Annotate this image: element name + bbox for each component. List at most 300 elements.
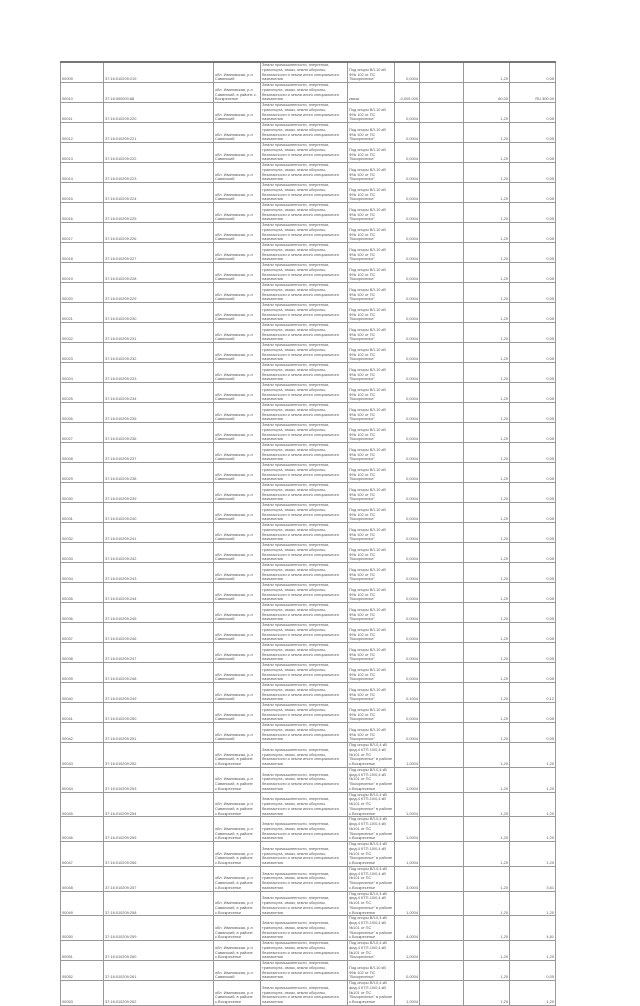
- cell-rate: 1,20: [464, 981, 510, 1006]
- cell-land-category: Земли промышленности, энергетики, транспорта, связи, земли обороны, безопасности и земли иного специального назначения: [261, 283, 348, 303]
- cell-permitted-use: Под опоры ВЛ-10 кВ Ф№ 102 от ПС "Воскресенье": [348, 543, 395, 563]
- table-row: [61, 842, 556, 867]
- cell-permitted-use: Под опоры ВЛ-10 кВ Ф№ 102 от ПС "Воскресенье": [348, 563, 395, 583]
- cell-empty-column: [420, 243, 464, 263]
- cell-land-category: Земли промышленности, энергетики, транспорта, связи, земли обороны, безопасности и земли иного специального назначения: [261, 62, 348, 83]
- cell-permitted-use: Под опоры ВЛ-10 кВ Ф№ 102 от ПС "Воскресенье": [348, 223, 395, 243]
- cell-land-category: Земли промышленности, энергетики, транспорта, связи, земли обороны, безопасности и земли иного специального назначения: [261, 423, 348, 443]
- cell-amount: 0,12: [510, 683, 556, 703]
- cell-cadastral-number: 37:16:010209:224: [104, 183, 214, 203]
- cell-address: обл. Ивановская, р-н Савинский: [214, 103, 261, 123]
- cell-amount: 1,20: [510, 842, 556, 867]
- cell-area: 0,0004: [395, 283, 420, 303]
- cell-empty-column: [420, 891, 464, 916]
- cell-land-category: Земли промышленности, энергетики, транспорта, связи, земли обороны, безопасности и земли иного специального назначения: [261, 743, 348, 768]
- cell-rate: 1,20: [464, 323, 510, 343]
- cell-amount: 0,05: [510, 623, 556, 643]
- cell-area: 0,0004: [395, 323, 420, 343]
- cell-amount: 0,05: [510, 223, 556, 243]
- cell-amount: 0,05: [510, 523, 556, 543]
- table-row: [61, 792, 556, 817]
- cell-empty-column: [420, 343, 464, 363]
- cell-area: 1,0004: [395, 981, 420, 1006]
- cell-address: обл. Ивановская, р-н Савинский, в районе с.Воскресенье: [214, 767, 261, 792]
- cell-land-category: Земли промышленности, энергетики, транспорта, связи, земли обороны, безопасности и земли иного специального назначения: [261, 103, 348, 123]
- cell-area: 0,1004: [395, 683, 420, 703]
- cell-cadastral-number: 37:16:010209:237: [104, 443, 214, 463]
- cell-rate: 1,20: [464, 842, 510, 867]
- cell-rate: 1,20: [464, 263, 510, 283]
- cell-plot-number: 00030: [61, 483, 104, 503]
- cell-address: обл. Ивановская, р-н Савинский, в районе с.Воскресенье: [214, 941, 261, 961]
- cell-cadastral-number: 37:16:010209:239: [104, 483, 214, 503]
- cell-address: обл. Ивановская, р-н Савинский: [214, 303, 261, 323]
- cell-amount: 0,05: [510, 323, 556, 343]
- cell-rate: 1,20: [464, 243, 510, 263]
- cell-address: обл. Ивановская, р-н Савинский, в районе с.Воскресенье: [214, 866, 261, 891]
- cell-amount: 0,05: [510, 183, 556, 203]
- cell-amount: 0,05: [510, 103, 556, 123]
- cell-cadastral-number: 37:16:000000:88: [104, 83, 214, 103]
- table-row: [61, 916, 556, 941]
- cell-amount: 0,05: [510, 663, 556, 683]
- cell-empty-column: [420, 263, 464, 283]
- cell-area: 1,0004: [395, 817, 420, 842]
- cell-empty-column: [420, 483, 464, 503]
- cell-plot-number: 00038: [61, 643, 104, 663]
- cell-cadastral-number: 37:16:010209:231: [104, 323, 214, 343]
- cell-rate: 1,20: [464, 916, 510, 941]
- cell-amount: 0,05: [510, 603, 556, 623]
- cell-amount: 0,05: [510, 643, 556, 663]
- cell-permitted-use: Под опоры ВЛ-0,4 кВ фид.4 КТП-10/0,4 кВ №101 от ПС "Воскресенье" в районе с.Воскресенье: [348, 792, 395, 817]
- table-row: [61, 523, 556, 543]
- cell-rate: 1,20: [464, 603, 510, 623]
- cell-rate: 1,20: [464, 563, 510, 583]
- cell-amount: 1,20: [510, 981, 556, 1006]
- cell-cadastral-number: 37:16:010209:251: [104, 723, 214, 743]
- table-row: [61, 623, 556, 643]
- cell-land-category: Земли промышленности, энергетики, транспорта, связи, земли обороны, безопасности и земли иного специального назначения: [261, 703, 348, 723]
- cell-permitted-use: Под опоры ВЛ-10 кВ Ф№ 102 от ПС "Воскресенье": [348, 423, 395, 443]
- cell-land-category: Земли промышленности, энергетики, транспорта, связи, земли обороны, безопасности и земли иного специального назначения: [261, 263, 348, 283]
- cell-permitted-use: Под опоры ВЛ-10 кВ Ф№ 102 от ПС "Воскресенье": [348, 283, 395, 303]
- cell-land-category: Земли промышленности, энергетики, транспорта, связи, земли обороны, безопасности и земли иного специального назначения: [261, 891, 348, 916]
- cell-address: обл. Ивановская, р-н Савинский: [214, 543, 261, 563]
- table-row: [61, 483, 556, 503]
- cell-rate: 1,20: [464, 403, 510, 423]
- cell-land-category: Земли промышленности, энергетики, транспорта, связи, земли обороны, безопасности и земли иного специального назначения: [261, 683, 348, 703]
- cell-address: обл. Ивановская, р-н Савинский: [214, 643, 261, 663]
- cell-plot-number: 00036: [61, 603, 104, 623]
- cell-cadastral-number: 37:16:010209:259: [104, 916, 214, 941]
- cell-address: обл. Ивановская, р-н Савинский: [214, 523, 261, 543]
- cell-address: обл. Ивановская, р-н Савинский: [214, 62, 261, 83]
- cell-land-category: Земли промышленности, энергетики, транспорта, связи, земли обороны, безопасности и земли иного специального назначения: [261, 223, 348, 243]
- table-row: [61, 283, 556, 303]
- cell-address: обл. Ивановская, р-н Савинский: [214, 443, 261, 463]
- table-row: [61, 866, 556, 891]
- table-row: [61, 243, 556, 263]
- cell-amount: 0,05: [510, 303, 556, 323]
- cell-empty-column: [420, 981, 464, 1006]
- cell-plot-number: 00022: [61, 323, 104, 343]
- cell-land-category: Земли промышленности, энергетики, транспорта, связи, земли обороны, безопасности и земли иного специального назначения: [261, 383, 348, 403]
- cell-permitted-use: Под опоры ВЛ-0,4 кВ фид.4 КТП-10/0,4 кВ №101 от ПС "Воскресенье" в районе с.Воскресенье: [348, 842, 395, 867]
- cell-plot-number: 00051: [61, 941, 104, 961]
- cell-area: 0,0004: [395, 203, 420, 223]
- cell-permitted-use: Под опоры ВЛ-10 кВ Ф№ 102 от ПС "Воскресенье": [348, 243, 395, 263]
- cell-permitted-use: Под опоры ВЛ-0,4 кВ фид.4 КТП-10/0,4 кВ №101 от ПС "Воскресенье": [348, 941, 395, 961]
- table-row: [61, 663, 556, 683]
- cell-land-category: Земли промышленности, энергетики, транспорта, связи, земли обороны, безопасности и земли иного специального назначения: [261, 443, 348, 463]
- cell-plot-number: 00020: [61, 283, 104, 303]
- cell-land-category: Земли промышленности, энергетики, транспорта, связи, земли обороны, безопасности и земли иного специального назначения: [261, 563, 348, 583]
- cell-land-category: Земли промышленности, энергетики, транспорта, связи, земли обороны, безопасности и земли иного специального назначения: [261, 916, 348, 941]
- cell-amount: 0,05: [510, 463, 556, 483]
- cell-plot-number: 00031: [61, 503, 104, 523]
- table-row: [61, 743, 556, 768]
- cell-land-category: Земли промышленности, энергетики, транспорта, связи, земли обороны, безопасности и земли иного специального назначения: [261, 123, 348, 143]
- cell-cadastral-number: 37:16:010209:248: [104, 663, 214, 683]
- cell-plot-number: 00037: [61, 623, 104, 643]
- cell-rate: 1,20: [464, 503, 510, 523]
- cell-amount: 0,05: [510, 563, 556, 583]
- cell-permitted-use: Под опоры ВЛ-10 кВ Ф№ 102 от ПС "Воскресенье": [348, 643, 395, 663]
- cell-address: обл. Ивановская, р-н Савинский: [214, 223, 261, 243]
- cell-plot-number: 00050: [61, 916, 104, 941]
- table-row: [61, 583, 556, 603]
- cell-land-category: Земли промышленности, энергетики, транспорта, связи, земли обороны, безопасности и земли иного специального назначения: [261, 203, 348, 223]
- cell-address: обл. Ивановская, р-н Савинский: [214, 403, 261, 423]
- cell-permitted-use: Под опоры ВЛ-10 кВ Ф№ 102 от ПС "Воскресенье": [348, 483, 395, 503]
- cell-area: 0,0004: [395, 183, 420, 203]
- cell-address: обл. Ивановская, р-н Савинский, в районе с.Воскресенье: [214, 891, 261, 916]
- cell-cadastral-number: 37:16:010209:241: [104, 523, 214, 543]
- table-row: [61, 817, 556, 842]
- cell-land-category: Земли промышленности, энергетики, транспорта, связи, земли обороны, безопасности и земли иного специального назначения: [261, 663, 348, 683]
- cell-amount: 0,05: [510, 503, 556, 523]
- cell-address: обл. Ивановская, р-н Савинский: [214, 183, 261, 203]
- cell-plot-number: 00041: [61, 703, 104, 723]
- cell-amount: 1,20: [510, 891, 556, 916]
- cell-area: 3,0004: [395, 866, 420, 891]
- cell-empty-column: [420, 842, 464, 867]
- cell-area: 0,0004: [395, 443, 420, 463]
- cell-land-category: Земли промышленности, энергетики, транспорта, связи, земли обороны, безопасности и земли иного специального назначения: [261, 543, 348, 563]
- table-row: [61, 363, 556, 383]
- cell-plot-number: 00046: [61, 817, 104, 842]
- cell-area: 4,0004: [395, 916, 420, 941]
- cell-cadastral-number: 37:16:010209:252: [104, 743, 214, 768]
- table-body: [61, 62, 556, 1005]
- table-row: [61, 103, 556, 123]
- table-row: [61, 961, 556, 981]
- cell-plot-number: 00045: [61, 792, 104, 817]
- cell-plot-number: 00023: [61, 343, 104, 363]
- cell-empty-column: [420, 323, 464, 343]
- cell-cadastral-number: 37:16:010209:236: [104, 423, 214, 443]
- cell-address: обл. Ивановская, р-н Савинский: [214, 423, 261, 443]
- cell-cadastral-number: 37:16:010209:249: [104, 683, 214, 703]
- cell-cadastral-number: 37:16:010209:234: [104, 383, 214, 403]
- cell-empty-column: [420, 123, 464, 143]
- cell-empty-column: [420, 643, 464, 663]
- cell-empty-column: [420, 303, 464, 323]
- cell-permitted-use: Под опоры ВЛ-10 кВ Ф№ 102 от ПС "Воскресенье": [348, 583, 395, 603]
- cell-amount: 0,05: [510, 703, 556, 723]
- cell-area: 1,0004: [395, 743, 420, 768]
- table-row: [61, 543, 556, 563]
- cell-plot-number: 00015: [61, 183, 104, 203]
- cell-empty-column: [420, 792, 464, 817]
- table-row: [61, 183, 556, 203]
- cell-area: 0,0004: [395, 163, 420, 183]
- cell-area: 0,0004: [395, 543, 420, 563]
- cell-permitted-use: Под опоры ВЛ-10 кВ Ф№ 102 от ПС "Воскресенье": [348, 303, 395, 323]
- cell-rate: 1,20: [464, 817, 510, 842]
- cell-amount: 0,05: [510, 583, 556, 603]
- cell-empty-column: [420, 183, 464, 203]
- cell-plot-number: 00049: [61, 891, 104, 916]
- cell-address: обл. Ивановская, р-н Савинский, в районе с. Воскресенье: [214, 83, 261, 103]
- cell-area: 1,0004: [395, 842, 420, 867]
- cell-rate: 1,20: [464, 743, 510, 768]
- land-plots-table: [60, 61, 556, 1006]
- cell-rate: 1,20: [464, 103, 510, 123]
- cell-permitted-use: Под опоры ВЛ-10 кВ Ф№ 102 от ПС "Воскресенье": [348, 343, 395, 363]
- cell-permitted-use: Под опоры ВЛ-10 кВ Ф№ 102 от ПС "Воскресенье": [348, 503, 395, 523]
- cell-land-category: Земли промышленности, энергетики, транспорта, связи, земли обороны, безопасности и земли иного специального назначения: [261, 643, 348, 663]
- cell-address: обл. Ивановская, р-н Савинский: [214, 961, 261, 981]
- cell-plot-number: 00034: [61, 563, 104, 583]
- cell-empty-column: [420, 423, 464, 443]
- cell-cadastral-number: 37:16:010209:242: [104, 543, 214, 563]
- cell-empty-column: [420, 663, 464, 683]
- cell-empty-column: [420, 723, 464, 743]
- cell-address: обл. Ивановская, р-н Савинский: [214, 583, 261, 603]
- cell-plot-number: 00043: [61, 743, 104, 768]
- cell-empty-column: [420, 103, 464, 123]
- cell-permitted-use: Под опоры ВЛ-10 кВ Ф№ 102 от ПС "Воскресенье": [348, 363, 395, 383]
- cell-permitted-use: Под опоры ВЛ-10 кВ Ф№ 102 от ПС "Воскресенье": [348, 603, 395, 623]
- cell-cadastral-number: 37:16:010209:253: [104, 767, 214, 792]
- cell-area: 0,0004: [395, 143, 420, 163]
- cell-address: обл. Ивановская, р-н Савинский: [214, 263, 261, 283]
- cell-empty-column: [420, 503, 464, 523]
- table-row: [61, 503, 556, 523]
- cell-address: обл. Ивановская, р-н Савинский: [214, 723, 261, 743]
- cell-area: 1,0004: [395, 891, 420, 916]
- cell-land-category: Земли промышленности, энергетики, транспорта, связи, земли обороны, безопасности и земли иного специального назначения: [261, 941, 348, 961]
- cell-address: обл. Ивановская, р-н Савинский: [214, 343, 261, 363]
- cell-cadastral-number: 37:16:010209:244: [104, 583, 214, 603]
- cell-permitted-use: Под опоры ВЛ-0,4 кВ фид.4 КТП-10/0,4 кВ №101 от ПС "Воскресенье" в районе с.Воскресенье: [348, 767, 395, 792]
- cell-amount: 0,05: [510, 363, 556, 383]
- cell-address: обл. Ивановская, р-н Савинский: [214, 283, 261, 303]
- cell-plot-number: 00053: [61, 981, 104, 1006]
- cell-land-category: Земли промышленности, энергетики, транспорта, связи, земли обороны, безопасности и земли иного специального назначения: [261, 866, 348, 891]
- table-row: [61, 203, 556, 223]
- cell-area: 0,0004: [395, 463, 420, 483]
- cell-plot-number: 00021: [61, 303, 104, 323]
- cell-empty-column: [420, 283, 464, 303]
- cell-plot-number: 00025: [61, 383, 104, 403]
- cell-plot-number: 00017: [61, 223, 104, 243]
- cell-amount: 0,05: [510, 243, 556, 263]
- cell-area: 0,0004: [395, 403, 420, 423]
- cell-plot-number: 00013: [61, 143, 104, 163]
- cell-plot-number: 00033: [61, 543, 104, 563]
- table-row: [61, 303, 556, 323]
- cell-rate: 1,20: [464, 363, 510, 383]
- cell-land-category: Земли промышленности, энергетики, транспорта, связи, земли обороны, безопасности и земли иного специального назначения: [261, 143, 348, 163]
- cell-rate: 1,20: [464, 123, 510, 143]
- cell-area: 0,0004: [395, 523, 420, 543]
- cell-cadastral-number: 37:16:010209:250: [104, 703, 214, 723]
- cell-amount: 1,20: [510, 743, 556, 768]
- cell-area: 0,0004: [395, 62, 420, 83]
- cell-plot-number: 00010: [61, 83, 104, 103]
- cell-land-category: Земли промышленности, энергетики, транспорта, связи, земли обороны, безопасности и земли иного специального назначения: [261, 343, 348, 363]
- cell-permitted-use: Под опоры ВЛ-10 кВ Ф№ 102 от ПС "Воскресенье": [348, 403, 395, 423]
- cell-permitted-use: Под опоры ВЛ-10 кВ Ф№ 102 от ПС "Воскресенье": [348, 383, 395, 403]
- cell-amount: 0,05: [510, 443, 556, 463]
- cell-cadastral-number: 37:16:010209:233: [104, 363, 214, 383]
- cell-permitted-use: Под опоры ВЛ-0,4 кВ фид.4 КТП-10/0,4 кВ №101 от ПС "Воскресенье" в районе с.Воскресенье: [348, 981, 395, 1006]
- cell-cadastral-number: 37:16:010209:245: [104, 603, 214, 623]
- cell-address: обл. Ивановская, р-н Савинский, в районе с.Воскресенье: [214, 743, 261, 768]
- cell-area: 1,0004: [395, 792, 420, 817]
- cell-plot-number: 00029: [61, 463, 104, 483]
- cell-area: 0,0004: [395, 961, 420, 981]
- cell-plot-number: 00024: [61, 363, 104, 383]
- table-row: [61, 83, 556, 103]
- cell-land-category: Земли промышленности, энергетики, транспорта, связи, земли обороны, безопасности и земли иного специального назначения: [261, 323, 348, 343]
- cell-address: обл. Ивановская, р-н Савинский: [214, 483, 261, 503]
- cell-address: обл. Ивановская, р-н Савинский: [214, 123, 261, 143]
- table-row: [61, 343, 556, 363]
- table-row: [61, 423, 556, 443]
- cell-empty-column: [420, 767, 464, 792]
- cell-permitted-use: Под опоры ВЛ-10 кВ Ф№ 102 от ПС "Воскресенье": [348, 623, 395, 643]
- cell-permitted-use: Под опоры ВЛ-10 кВ Ф№ 102 от ПС "Воскресенье": [348, 663, 395, 683]
- cell-land-category: Земли промышленности, энергетики, транспорта, связи, земли обороны, безопасности и земли иного специального назначения: [261, 523, 348, 543]
- cell-address: обл. Ивановская, р-н Савинский: [214, 623, 261, 643]
- cell-land-category: Земли промышленности, энергетики, транспорта, связи, земли обороны, безопасности и земли иного специального назначения: [261, 623, 348, 643]
- cell-permitted-use: Под опоры ВЛ-10 кВ Ф№ 102 от ПС "Воскресенье": [348, 323, 395, 343]
- cell-address: обл. Ивановская, р-н Савинский, в районе с.Воскресенье: [214, 916, 261, 941]
- cell-land-category: Земли промышленности, энергетики, транспорта, связи, земли обороны, безопасности и земли иного специального назначения: [261, 723, 348, 743]
- cell-area: 0,0004: [395, 563, 420, 583]
- cell-area: 0,0004: [395, 583, 420, 603]
- cell-empty-column: [420, 523, 464, 543]
- cell-plot-number: 00047: [61, 842, 104, 867]
- cell-amount: 0,05: [510, 403, 556, 423]
- cell-plot-number: 00009: [61, 62, 104, 83]
- cell-plot-number: 00027: [61, 423, 104, 443]
- cell-rate: 1,20: [464, 143, 510, 163]
- cell-permitted-use: Под опоры ВЛ-10 кВ Ф№ 102 от ПС "Воскресенье": [348, 523, 395, 543]
- cell-rate: 60,00: [464, 83, 510, 103]
- cell-cadastral-number: 37:16:010209:225: [104, 203, 214, 223]
- table-row: [61, 643, 556, 663]
- cell-address: обл. Ивановская, р-н Савинский: [214, 703, 261, 723]
- cell-land-category: Земли промышленности, энергетики, транспорта, связи, земли обороны, безопасности и земли иного специального назначения: [261, 483, 348, 503]
- cell-area: 0,0004: [395, 663, 420, 683]
- cell-rate: 1,20: [464, 183, 510, 203]
- table-row: [61, 463, 556, 483]
- cell-empty-column: [420, 623, 464, 643]
- cell-rate: 1,20: [464, 961, 510, 981]
- table-row: [61, 683, 556, 703]
- cell-amount: 3,61: [510, 866, 556, 891]
- cell-plot-number: 00018: [61, 243, 104, 263]
- cell-land-category: Земли промышленности, энергетики, транспорта, связи, земли обороны, безопасности и земли иного специального назначения: [261, 792, 348, 817]
- cell-rate: 1,20: [464, 443, 510, 463]
- cell-cadastral-number: 37:16:010209:256: [104, 842, 214, 867]
- cell-permitted-use: Под опоры ВЛ-0,4 кВ фид.4 КТП-10/0,4 кВ №101 от ПС "Воскресенье" в районе с.Воскресенье: [348, 891, 395, 916]
- cell-empty-column: [420, 703, 464, 723]
- cell-land-category: Земли промышленности, энергетики, транспорта, связи, земли обороны, безопасности и земли иного специального назначения: [261, 83, 348, 103]
- cell-area: 0,0004: [395, 263, 420, 283]
- cell-rate: 1,20: [464, 283, 510, 303]
- cell-cadastral-number: 37:16:010209:221: [104, 123, 214, 143]
- cell-empty-column: [420, 683, 464, 703]
- table-row: [61, 703, 556, 723]
- cell-rate: 1,20: [464, 423, 510, 443]
- cell-cadastral-number: 37:16:010209:228: [104, 263, 214, 283]
- cell-area: 0,0004: [395, 643, 420, 663]
- cell-amount: 0,05: [510, 423, 556, 443]
- table-row: [61, 723, 556, 743]
- cell-rate: 1,20: [464, 723, 510, 743]
- cell-address: обл. Ивановская, р-н Савинский, в районе с.Воскресенье: [214, 792, 261, 817]
- cell-permitted-use: Под опоры ВЛ-10 кВ Ф№ 102 от ПС "Воскресенье": [348, 163, 395, 183]
- table-row: [61, 443, 556, 463]
- cell-area: 0,0004: [395, 123, 420, 143]
- cell-cadastral-number: 37:16:010209:262: [104, 981, 214, 1006]
- cell-cadastral-number: 37:16:010209:246: [104, 623, 214, 643]
- table-row: [61, 603, 556, 623]
- cell-permitted-use: Под опоры ВЛ-10 кВ Ф№ 102 от ПС "Воскресенье": [348, 723, 395, 743]
- cell-permitted-use: Под опоры ВЛ-0,4 кВ фид.4 КТП-10/0,4 кВ №101 от ПС "Воскресенье" в районе с.Воскресенье: [348, 866, 395, 891]
- cell-amount: RU 300 00: [510, 83, 556, 103]
- cell-area: 0,0004: [395, 483, 420, 503]
- table-row: [61, 223, 556, 243]
- table-row: [61, 62, 556, 83]
- cell-permitted-use: Под опоры ВЛ-10 кВ Ф№ 102 от ПС "Воскресенье": [348, 443, 395, 463]
- cell-permitted-use: Под опоры ВЛ-10 кВ Ф№ 102 от ПС "Воскресенье": [348, 463, 395, 483]
- table-row: [61, 891, 556, 916]
- cell-area: 0,0004: [395, 423, 420, 443]
- cell-empty-column: [420, 383, 464, 403]
- cell-area: 0,0004: [395, 703, 420, 723]
- cell-land-category: Земли промышленности, энергетики, транспорта, связи, земли обороны, безопасности и земли иного специального назначения: [261, 981, 348, 1006]
- cell-empty-column: [420, 543, 464, 563]
- table-row: [61, 143, 556, 163]
- cell-address: обл. Ивановская, р-н Савинский: [214, 363, 261, 383]
- cell-cadastral-number: 37:16:010209:230: [104, 303, 214, 323]
- cell-cadastral-number: 37:16:010209:226: [104, 223, 214, 243]
- cell-cadastral-number: 37:16:010209:260: [104, 941, 214, 961]
- cell-amount: 0,05: [510, 543, 556, 563]
- cell-land-category: Земли промышленности, энергетики, транспорта, связи, земли обороны, безопасности и земли иного специального назначения: [261, 463, 348, 483]
- cell-plot-number: 00040: [61, 683, 104, 703]
- cell-land-category: Земли промышленности, энергетики, транспорта, связи, земли обороны, безопасности и земли иного специального назначения: [261, 817, 348, 842]
- table-row: [61, 163, 556, 183]
- cell-permitted-use: Под опоры ВЛ-10 кВ Ф№ 102 от ПС "Воскресенье": [348, 683, 395, 703]
